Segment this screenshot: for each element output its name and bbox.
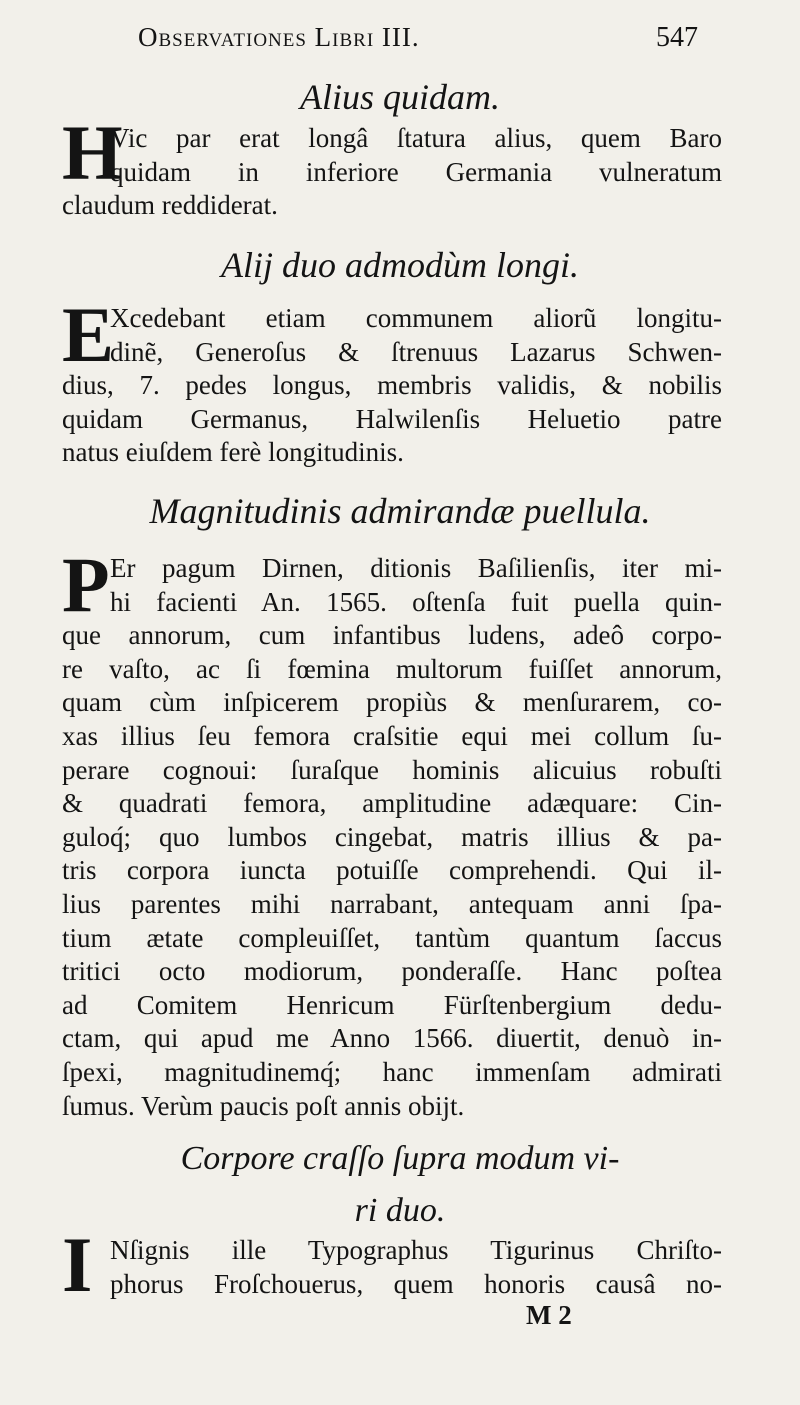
text-line: natus eiuſdem ferè longitudinis.: [62, 437, 404, 468]
text-line: & quadrati femora, amplitudine adæquare: Cin-: [62, 788, 722, 819]
section-heading-corpore-line2: ri duo.: [354, 1192, 446, 1229]
text-line: Xcedebant etiam communem aliorũ longitu-: [110, 303, 722, 333]
section-heading-corpore-line1: Corpore craſſo ſupra modum vi-: [180, 1140, 620, 1177]
text-line: guloq́; quo lumbos cingebat, matris illius & pa-: [62, 821, 722, 852]
dropcap-i: I: [62, 1221, 93, 1308]
dropcap-h: H: [62, 109, 123, 196]
text-line: re vaſto, ac ſi fœmina multorum fuiſſet annorum,: [62, 653, 722, 684]
paragraph-magnitudinis: [62, 541, 722, 1123]
paragraph-alij-duo: [62, 291, 722, 470]
text-line: xas illius ſeu femora craſsitie equi mei collum ſu-: [62, 720, 722, 751]
section-heading-alius-quidam: Alius quidam.: [299, 77, 500, 117]
running-head: Observationes Libri III.: [138, 22, 420, 52]
text-line: claudum reddiderat.: [62, 190, 278, 221]
text-line: que annorum, cum infantibus ludens, adeô corpo-: [62, 620, 722, 651]
text-line: ſpexi, magnitudinemq́; hanc immenſam admirati: [62, 1056, 722, 1087]
section-heading-alij-duo: Alij duo admodùm longi.: [221, 245, 579, 285]
text-line: ctam, qui apud me Anno 1566. diuertit, denuò in-: [62, 1023, 722, 1054]
paragraph-alius-quidam: [62, 122, 722, 223]
text-line: tris corpora iuncta potuiſſe comprehendi. Qui il-: [62, 855, 722, 886]
text-line: hi facienti An. 1565. oſtenſa fuit puella quin-: [110, 586, 722, 617]
page-header: [0, 22, 800, 62]
text-line: Vic par erat longâ ſtatura alius, quem Baro: [110, 123, 722, 153]
text-line: dinẽ, Generoſus & ſtrenuus Lazarus Schwen-: [110, 336, 722, 367]
text-line: lius parentes mihi narrabant, antequam anni ſpa-: [62, 888, 722, 919]
section-heading-magnitudinis: Magnitudinis admirandæ puellula.: [149, 491, 651, 531]
text-line: ad Comitem Henricum Fürſtenbergium dedu-: [62, 989, 722, 1020]
text-line: dius, 7. pedes longus, membris validis, & nobilis: [62, 370, 722, 401]
page-number: 547: [656, 22, 698, 53]
text-line: quidam in inferiore Germania vulneratum: [110, 156, 722, 187]
text-line: quidam Germanus, Halwilenſis Heluetio patre: [62, 403, 722, 434]
text-line: tritici octo modiorum, ponderaſſe. Hanc poſtea: [62, 956, 722, 987]
text-line: ſumus. Verùm paucis poſt annis obijt.: [62, 1090, 465, 1121]
text-line: perare cognoui: ſuraſque hominis alicuius robuſti: [62, 754, 722, 785]
dropcap-e: E: [62, 291, 115, 378]
text-line: phorus Froſchouerus, quem honoris causâ no-: [110, 1268, 722, 1299]
signature-mark: M 2: [526, 1300, 572, 1330]
paragraph-corpore: [62, 1234, 722, 1301]
text-line: Nſignis ille Typographus Tigurinus Chriſto-: [110, 1235, 722, 1265]
text-line: Er pagum Dirnen, ditionis Baſilienſis, iter mi-: [110, 553, 722, 583]
dropcap-p: P: [62, 541, 110, 628]
text-line: quam cùm inſpicerem propiùs & menſurarem, co-: [62, 687, 722, 718]
text-line: tium ætate compleuiſſet, tantùm quantum ſaccus: [62, 922, 722, 953]
